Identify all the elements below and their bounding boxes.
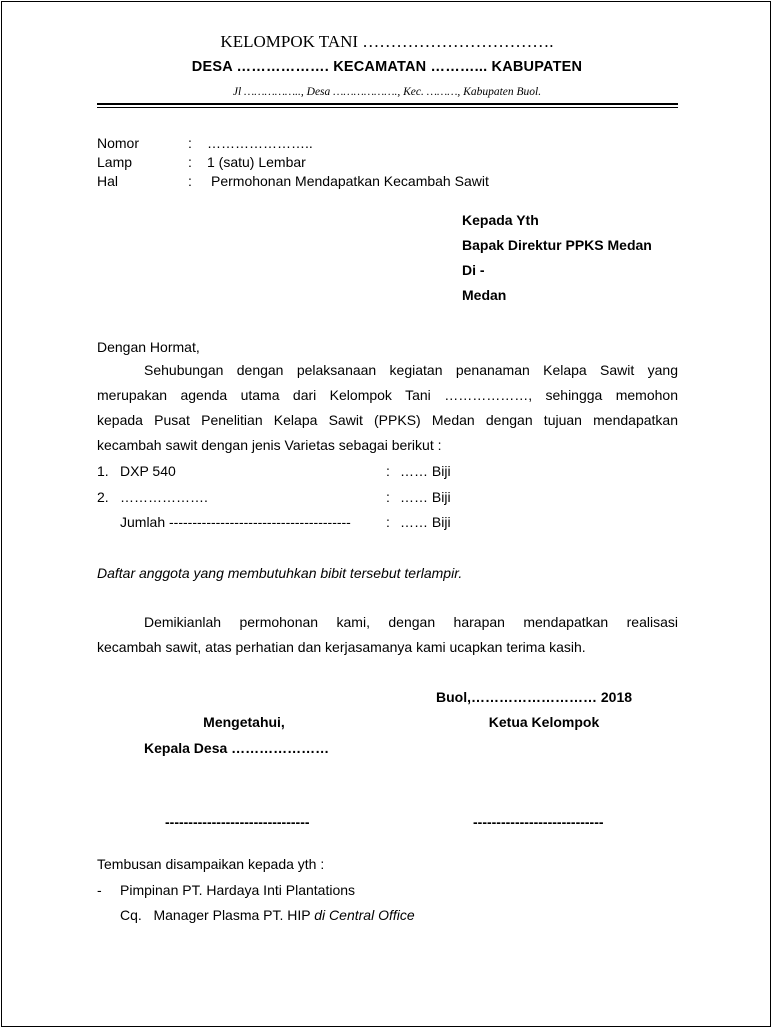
sign-right-underline: ---------------------------- — [473, 814, 604, 830]
recipient-line: Di - — [462, 262, 485, 278]
info-value-nomor: ………………….. — [207, 135, 313, 151]
cc-heading: Tembusan disampaikan kepada yth : — [97, 856, 325, 872]
item-number: 1. — [97, 463, 109, 479]
info-value-lamp: 1 (satu) Lembar — [207, 154, 306, 170]
salutation: Dengan Hormat, — [97, 339, 200, 355]
total-label: Jumlah --------------------------------------- — [120, 514, 351, 530]
cc-line — [120, 907, 415, 923]
item-sep: : — [386, 514, 390, 530]
item-name: DXP 540 — [120, 463, 176, 479]
item-sep: : — [386, 489, 390, 505]
letterhead-address: Jl …………….., Desa ………………., Kec. ………, Kabupaten Buol. — [232, 86, 542, 98]
item-sep: : — [386, 463, 390, 479]
letterhead-rule-thin — [97, 107, 678, 108]
info-label-nomor: Nomor — [97, 135, 140, 151]
item-name: ………………. — [120, 489, 208, 505]
sign-left-title: Mengetahui, — [203, 714, 285, 730]
info-sep-hal: : — [188, 173, 192, 189]
body-line: kecambah sawit dengan jenis Varietas sebagai berikut : — [97, 437, 442, 453]
recipient-line: Bapak Direktur PPKS Medan — [462, 237, 652, 253]
body-line: Sehubungan dengan pelaksanaan kegiatan penanaman Kelapa Sawit yang — [144, 362, 678, 378]
letterhead-title: KELOMPOK TANI ……………………………. — [220, 32, 554, 51]
item-qty: …… Biji — [400, 514, 451, 530]
recipient-line: Medan — [462, 287, 507, 303]
body-line: merupakan agenda utama dari Kelompok Tani ………………, sehingga memohon — [97, 387, 678, 403]
info-label-hal: Hal — [97, 173, 119, 189]
attachment-note: Daftar anggota yang membutuhkan bibit tersebut terlampir. — [97, 565, 463, 581]
item-qty: …… Biji — [400, 489, 451, 505]
letterhead-subtitle: DESA ………………. KECAMATAN ………... KABUPATEN — [191, 59, 583, 75]
body-line: kepada Pusat Penelitian Kelapa Sawit (PPKS) Medan dengan tujuan mendapatkan — [97, 412, 678, 428]
closing-line: kecambah sawit, atas perhatian dan kerjasamanya kami ucapkan terima kasih. — [97, 639, 586, 655]
letterhead-rule-thick — [97, 103, 678, 105]
recipient-line: Kepada Yth — [462, 212, 539, 228]
sign-right-title: Ketua Kelompok — [488, 714, 600, 730]
info-label-lamp: Lamp — [97, 154, 133, 170]
cc-line: Pimpinan PT. Hardaya Inti Plantations — [120, 882, 356, 898]
place-date: Buol,……………………… 2018 — [436, 689, 633, 705]
sign-left-underline: ------------------------------- — [165, 814, 310, 830]
closing-line: Demikianlah permohonan kami, dengan harapan mendapatkan realisasi — [144, 614, 678, 630]
sign-left-subtitle: Kepala Desa ………………… — [144, 740, 330, 756]
cc-bullet: - — [97, 882, 102, 898]
cc-line-italic: di Central Office — [314, 907, 415, 923]
info-sep-lamp: : — [188, 154, 192, 170]
info-value-hal: Permohonan Mendapatkan Kecambah Sawit — [211, 173, 489, 189]
cc-line-prefix: Cq. Manager Plasma PT. HIP — [120, 907, 315, 923]
item-number: 2. — [97, 489, 109, 505]
letter-page — [1, 1, 771, 1027]
info-sep-nomor: : — [188, 135, 192, 151]
item-qty: …… Biji — [400, 463, 451, 479]
